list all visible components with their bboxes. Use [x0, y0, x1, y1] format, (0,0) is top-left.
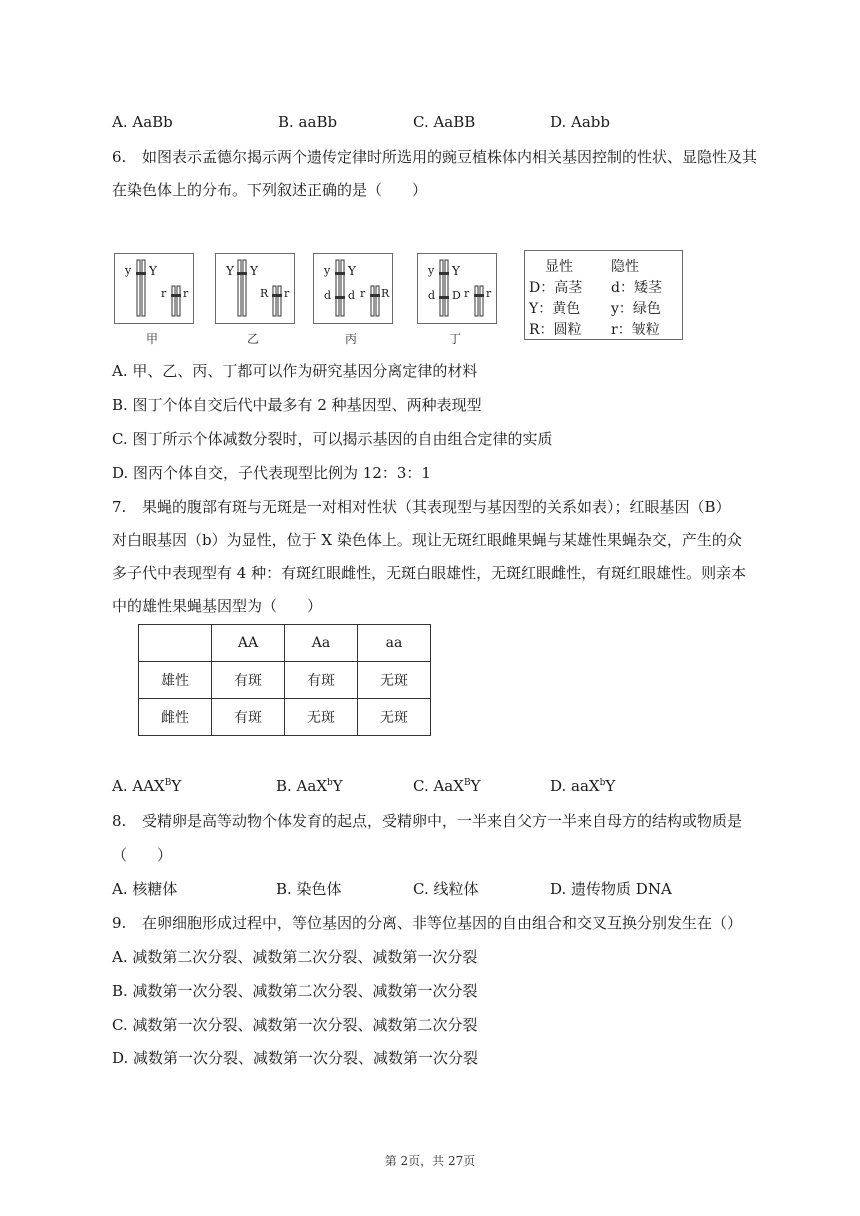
figure-yi	[215, 253, 295, 324]
gene-label: r	[284, 287, 290, 300]
figure-caption-bing: 丙	[345, 332, 358, 346]
legend-dominant-r: R：圆粒	[529, 322, 582, 338]
figure-caption-ding: 丁	[449, 332, 462, 346]
gene-label: r	[360, 287, 366, 300]
q9-option-c: C. 减数第一次分裂、减数第一次分裂、减数第二次分裂	[112, 1016, 478, 1034]
q8-option-a: A. 核糖体	[112, 880, 178, 898]
gene-label: r	[486, 287, 492, 300]
table-cell: 雌性	[139, 699, 212, 736]
q9-stem-text: 在卵细胞形成过程中，等位基因的分离、非等位基因的自由组合和交叉互换分别发生在（）	[142, 914, 743, 932]
table-cell: 无斑	[358, 699, 431, 736]
q8-option-d: D. 遗传物质 DNA	[550, 880, 672, 898]
gene-label: r	[464, 287, 470, 300]
q6-option-a: A. 甲、乙、丙、丁都可以作为研究基因分离定律的材料	[112, 362, 478, 380]
table-cell: 有斑	[212, 699, 285, 736]
q7-stem-line2: 对白眼基因（b）为显性，位于 X 染色体上。现让无斑红眼雌果蝇与某雄性果蝇杂交，产生的众	[112, 531, 742, 549]
gene-label: Y	[250, 264, 258, 278]
page-footer: 第 2页，共 27页	[384, 1154, 476, 1168]
table-cell: 无斑	[285, 699, 358, 736]
q7-stem-line1	[112, 496, 731, 517]
q6-option-b: B. 图丁个体自交后代中最多有 2 种基因型、两种表现型	[112, 396, 482, 414]
q7-option-b: B. AaX$^b$Y	[276, 777, 343, 795]
q5-option-c: C. AaBB	[413, 113, 476, 131]
gene-label: Y	[149, 264, 157, 278]
gene-label: R	[381, 287, 390, 300]
q8-stem-text: 受精卵是高等动物个体发育的起点，受精卵中，一半来自父方一半来自母方的结构或物质是	[142, 812, 743, 830]
q7-stem-text: 果蝇的腹部有斑与无斑是一对相对性状（其表现型与基因型的关系如表）；红眼基因（B）	[142, 498, 731, 516]
table-cell: 有斑	[212, 662, 285, 699]
figure-jia	[114, 253, 194, 324]
table-cell: AA	[212, 625, 285, 662]
gene-label: Y	[226, 264, 234, 278]
table-cell: 有斑	[285, 662, 358, 699]
table-header-row	[139, 625, 431, 662]
legend-header-recessive: 隐性	[611, 259, 639, 275]
table-cell: 雄性	[139, 662, 212, 699]
q7-stem-line4: 中的雄性果蝇基因型为（ ）	[112, 597, 323, 615]
q7-stem-line3: 多子代中表现型有 4 种：有斑红眼雌性，无斑白眼雄性，无斑红眼雌性，有斑红眼雄性。则亲本	[112, 564, 747, 582]
q6-stem-line1	[112, 146, 757, 167]
legend-header-dominant: 显性	[545, 259, 573, 275]
gene-label: y	[125, 264, 132, 277]
q5-option-b: B. aaBb	[278, 113, 338, 131]
q9-number: 9.	[112, 914, 127, 932]
q6-stem-text: 如图表示孟德尔揭示两个遗传定律时所选用的豌豆植株体内相关基因控制的性状、显隐性及其	[142, 148, 758, 166]
q5-option-a: A. AaBb	[112, 113, 173, 131]
q8-number: 8.	[112, 812, 127, 830]
table-cell: aa	[358, 625, 431, 662]
gene-label: d	[348, 289, 356, 302]
table-cell: Aa	[285, 625, 358, 662]
table-row	[139, 699, 431, 736]
legend-dominant-d: D：高茎	[529, 280, 583, 296]
gene-label: y	[428, 264, 435, 277]
gene-label: D	[452, 289, 461, 302]
gene-label: r	[161, 287, 167, 300]
genotype-phenotype-table	[138, 624, 431, 736]
q8-stem-line1	[112, 810, 742, 831]
q9-option-b: B. 减数第一次分裂、减数第二次分裂、减数第一次分裂	[112, 982, 478, 1000]
gene-label: R	[260, 287, 269, 300]
gene-label: r	[183, 287, 189, 300]
q8-option-c: C. 线粒体	[413, 880, 479, 898]
legend-recessive-r: r：皱粒	[611, 322, 660, 338]
q9-stem-line1	[112, 912, 742, 933]
gene-label: d	[324, 289, 332, 302]
figure-ding	[417, 253, 497, 324]
q7-option-a: A. $AAX^BY$	[112, 777, 182, 795]
q6-number: 6.	[112, 148, 127, 166]
table-row	[139, 662, 431, 699]
legend-recessive-d: d：矮茎	[611, 280, 662, 296]
figure-bing	[313, 253, 393, 324]
figure-caption-yi: 乙	[247, 332, 260, 346]
legend-recessive-y: y：绿色	[611, 301, 661, 317]
q6-option-d: D. 图丙个体自交，子代表现型比例为 12：3：1	[112, 464, 431, 482]
gene-label: y	[324, 264, 331, 277]
figure-caption-jia: 甲	[146, 332, 159, 346]
q6-stem-line2: 在染色体上的分布。下列叙述正确的是（ ）	[112, 181, 428, 199]
q8-option-b: B. 染色体	[276, 880, 342, 898]
q7-option-c: C. AaX$^B$Y	[413, 777, 481, 795]
q5-option-d: D. Aabb	[550, 113, 611, 131]
gene-label: Y	[348, 264, 356, 278]
gene-label: Y	[452, 264, 460, 278]
table-cell	[139, 625, 212, 662]
legend-dominant-y: Y：黄色	[529, 301, 581, 317]
q9-option-d: D. 减数第一次分裂、减数第一次分裂、减数第一次分裂	[112, 1049, 479, 1067]
q7-number: 7.	[112, 498, 127, 516]
trait-legend	[524, 250, 683, 340]
gene-label: d	[428, 289, 436, 302]
q9-option-a: A. 减数第二次分裂、减数第二次分裂、减数第一次分裂	[112, 948, 478, 966]
table-cell: 无斑	[358, 662, 431, 699]
q7-option-d: D. aaX$^b$Y	[550, 777, 616, 795]
q8-stem-line2: （ ）	[112, 846, 173, 864]
q6-option-c: C. 图丁所示个体减数分裂时，可以揭示基因的自由组合定律的实质	[112, 430, 553, 448]
